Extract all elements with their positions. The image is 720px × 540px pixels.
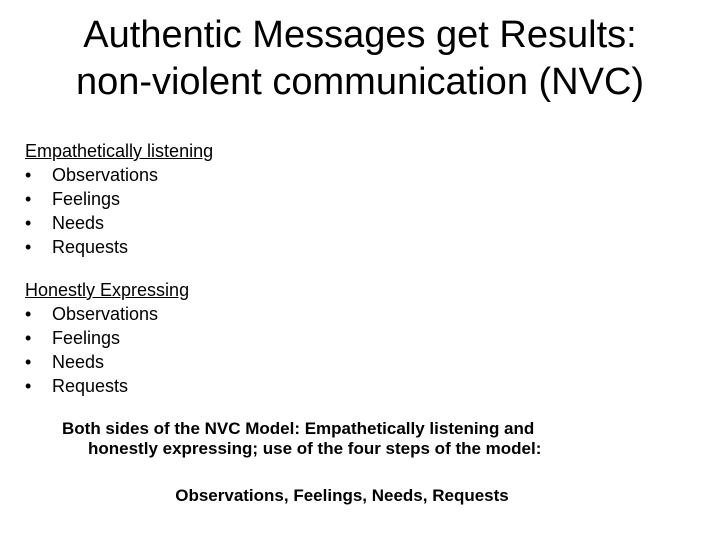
- list-item-label: Needs: [52, 213, 105, 233]
- bullet-icon: •: [25, 328, 32, 348]
- listening-heading: Empathetically listening: [25, 141, 214, 161]
- list-item: [25, 350, 189, 374]
- list-item-label: Requests: [52, 237, 129, 257]
- list-item-label: Observations: [52, 304, 159, 324]
- list-item-label: Observations: [52, 165, 159, 185]
- bullet-icon: •: [25, 304, 32, 324]
- list-item: [25, 235, 213, 259]
- expressing-list: [25, 302, 189, 398]
- list-item: [25, 302, 189, 326]
- list-item: [25, 374, 189, 398]
- bullet-icon: •: [25, 213, 32, 233]
- slide-title-line-2: non-violent communication (NVC): [75, 61, 645, 103]
- summary-line-1: Both sides of the NVC Model: Empathetically listening and: [62, 419, 535, 438]
- listening-list: [25, 163, 213, 259]
- expressing-heading: Honestly Expressing: [25, 280, 190, 300]
- expressing-section: [25, 278, 189, 398]
- bullet-icon: •: [25, 237, 32, 257]
- list-item: [25, 211, 213, 235]
- bullet-icon: •: [25, 352, 32, 372]
- list-item-label: Feelings: [52, 328, 121, 348]
- slide-title: [0, 12, 720, 106]
- bullet-icon: •: [25, 165, 32, 185]
- slide-title-line-1: Authentic Messages get Results:: [83, 14, 637, 56]
- summary-line-2: honestly expressing; use of the four steps of the model:: [88, 439, 542, 458]
- list-item: [25, 163, 213, 187]
- summary-steps: Observations, Feelings, Needs, Requests: [175, 486, 509, 505]
- list-item-label: Requests: [52, 376, 129, 396]
- bullet-icon: •: [25, 189, 32, 209]
- list-item: [25, 187, 213, 211]
- list-item: [25, 326, 189, 350]
- list-item-label: Needs: [52, 352, 105, 372]
- bullet-icon: •: [25, 376, 32, 396]
- listening-section: [25, 139, 213, 259]
- list-item-label: Feelings: [52, 189, 121, 209]
